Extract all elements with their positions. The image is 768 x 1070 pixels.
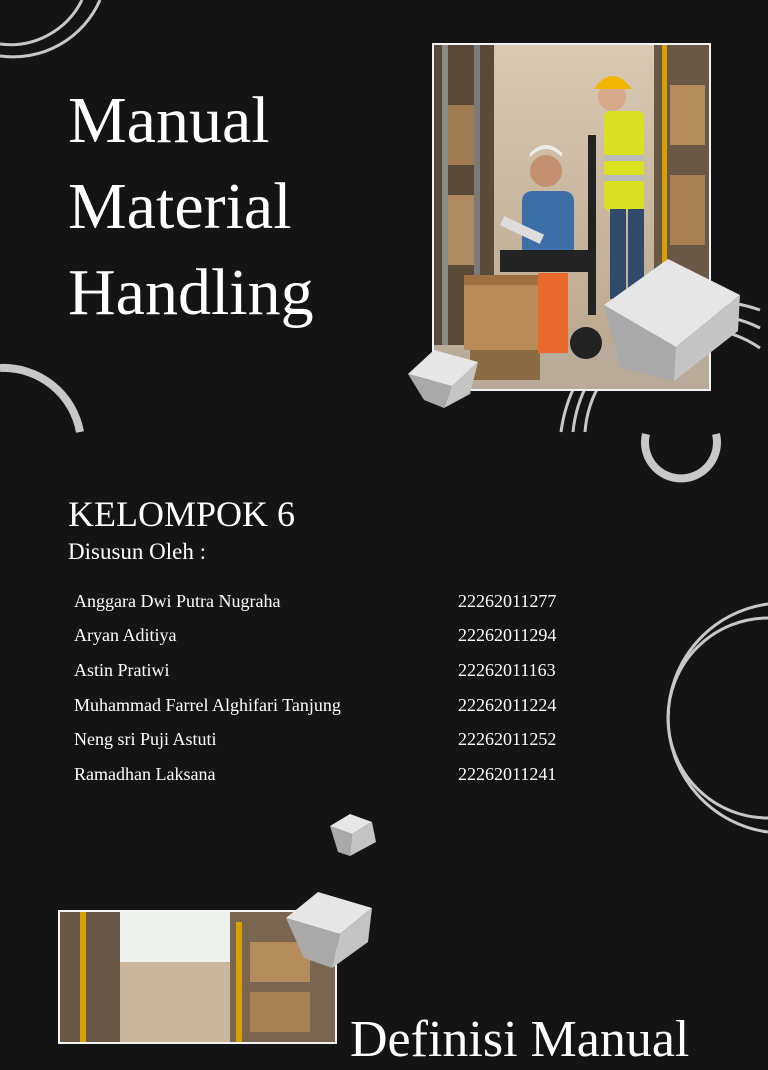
member-name: Aryan Aditiya (74, 625, 177, 646)
title-line-1: Manual (68, 84, 270, 157)
member-name: Astin Pratiwi (74, 659, 170, 680)
member-name: Muhammad Farrel Alghifari Tanjung (74, 694, 341, 715)
list-item (74, 757, 594, 792)
list-item (74, 584, 594, 619)
member-name: Anggara Dwi Putra Nugraha (74, 590, 281, 611)
member-nim: 22262011163 (458, 659, 556, 680)
decor-arc-top-left (0, 0, 110, 70)
list-item (74, 653, 594, 688)
list-item (74, 722, 594, 757)
member-nim: 22262011277 (458, 590, 557, 611)
cube-decoration-bottom (282, 888, 378, 970)
decor-arc-right-middle (665, 600, 768, 835)
cube-decoration-tiny (328, 812, 378, 858)
compiled-by-label: Disusun Oleh : (68, 539, 206, 564)
member-name: Ramadhan Laksana (74, 763, 216, 784)
member-nim: 22262011224 (458, 694, 557, 715)
decor-ring (640, 430, 724, 510)
group-heading: KELOMPOK 6 (68, 494, 296, 534)
member-nim: 22262011241 (458, 763, 557, 784)
member-nim: 22262011294 (458, 625, 557, 646)
list-item (74, 619, 594, 654)
member-name: Neng sri Puji Astuti (74, 729, 217, 750)
cube-decoration-large (598, 255, 746, 385)
decor-arc-left (0, 360, 90, 435)
members-list (74, 584, 594, 792)
member-nim: 22262011252 (458, 729, 557, 750)
title-line-2: Material (68, 170, 292, 243)
page-title (68, 78, 314, 336)
title-line-3: Handling (68, 256, 314, 329)
cube-decoration-small-left (406, 346, 482, 410)
list-item (74, 688, 594, 723)
next-section-title: Definisi Manual (350, 1011, 690, 1068)
